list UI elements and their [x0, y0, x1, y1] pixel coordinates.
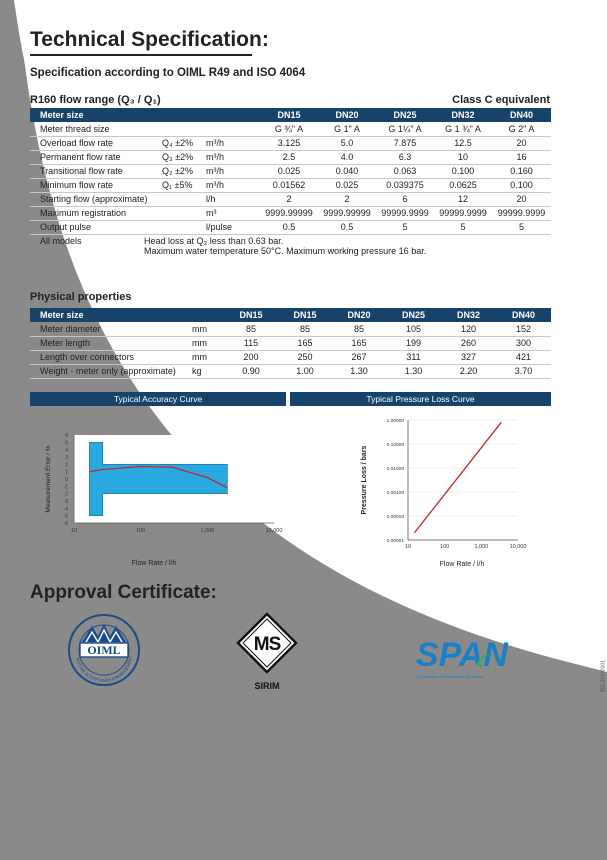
- row-value: 152: [496, 322, 551, 336]
- row-value: 12.5: [434, 136, 492, 150]
- row-label: Minimum flow rate: [30, 178, 160, 192]
- row-value: 250: [278, 350, 332, 364]
- row-unit: l/pulse: [204, 220, 260, 234]
- y-tick-label: -6: [63, 521, 68, 527]
- x-tick-label: 10,000: [265, 528, 283, 534]
- class-label: Class C equivalent: [452, 94, 550, 106]
- flow-table-row: [30, 164, 551, 178]
- row-label: Output pulse: [30, 220, 160, 234]
- row-value: 6: [376, 192, 434, 206]
- flow-table-row: [30, 150, 551, 164]
- y-tick-label: -2: [63, 491, 68, 498]
- col-meter-size: Meter size: [40, 310, 84, 320]
- row-unit: kg: [190, 364, 224, 378]
- y-tick-label: 0.01000: [386, 467, 404, 472]
- y-tick-label: 0.00001: [386, 539, 404, 544]
- row-unit: m³: [204, 206, 260, 220]
- col-dn20: DN20: [335, 110, 359, 120]
- y-axis-label: Pressure Loss / bars: [361, 445, 368, 515]
- span-tagline: Suruhanjaya Perkhidmatan Air Negara: [416, 674, 485, 679]
- col-dn25: DN25: [401, 310, 425, 320]
- row-value: G 1 ¾" A: [434, 122, 492, 136]
- row-tolerance: Q₃ ±2%: [160, 150, 204, 164]
- row-value: 267: [332, 350, 386, 364]
- row-value: 7.875: [376, 136, 434, 150]
- row-value: 199: [386, 336, 441, 350]
- col-dn32: DN32: [451, 110, 475, 120]
- row-value: 99999.9999: [434, 206, 492, 220]
- physical-table-row: [30, 350, 551, 364]
- flow-table-row: [30, 220, 551, 234]
- row-tolerance: Q₂ ±2%: [160, 164, 204, 178]
- row-value: 6.3: [376, 150, 434, 164]
- row-unit: mm: [190, 336, 224, 350]
- row-value: 0.100: [434, 164, 492, 178]
- row-value: G 2" A: [492, 122, 551, 136]
- physical-table: [30, 308, 551, 379]
- row-unit: mm: [190, 322, 224, 336]
- span-logo: [414, 630, 539, 682]
- col-dn20: DN20: [347, 310, 371, 320]
- row-value: 105: [386, 322, 441, 336]
- title-underline: [30, 54, 252, 56]
- col-dn15-a: DN15: [239, 310, 263, 320]
- row-unit: m³/h: [204, 136, 260, 150]
- row-unit: l/h: [204, 192, 260, 206]
- col-dn32: DN32: [456, 310, 480, 320]
- row-value: 1.00: [278, 364, 332, 378]
- col-dn15: DN15: [277, 110, 301, 120]
- row-value: 9999.99999: [318, 206, 376, 220]
- row-value: 5: [376, 220, 434, 234]
- row-value: 327: [441, 350, 496, 364]
- row-value: 1.30: [332, 364, 386, 378]
- row-label: Transitional flow rate: [30, 164, 160, 178]
- y-tick-label: -4: [63, 506, 68, 513]
- physical-table-row: [30, 364, 551, 378]
- row-value: 16: [492, 150, 551, 164]
- physical-heading: Physical properties: [30, 291, 132, 303]
- row-value: 115: [224, 336, 278, 350]
- row-value: 2: [318, 192, 376, 206]
- span-logo-text: SPAN: [416, 636, 508, 674]
- y-tick-label: 5: [65, 440, 68, 447]
- row-value: 99999.9999: [492, 206, 551, 220]
- col-dn25: DN25: [393, 110, 417, 120]
- row-value: 421: [496, 350, 551, 364]
- row-value: 120: [441, 322, 496, 336]
- y-tick-label: 2: [65, 462, 68, 469]
- row-value: 0.5: [318, 220, 376, 234]
- row-value: 311: [386, 350, 441, 364]
- row-label: Permanent flow rate: [30, 150, 160, 164]
- row-value: G 1" A: [318, 122, 376, 136]
- row-value: 0.063: [376, 164, 434, 178]
- row-unit: m³/h: [204, 178, 260, 192]
- row-value: 0.160: [492, 164, 551, 178]
- flow-range-heading: R160 flow range (Q₃ / Q₁): [30, 94, 161, 106]
- flow-table-row: [30, 206, 551, 220]
- y-tick-label: 3: [65, 455, 68, 461]
- row-label: Starting flow (approximate): [30, 192, 160, 206]
- row-unit: mm: [190, 350, 224, 364]
- y-tick-label: 0.10000: [386, 443, 404, 448]
- all-models-row: [30, 234, 551, 256]
- row-value: 165: [278, 336, 332, 350]
- physical-table-row: [30, 322, 551, 336]
- row-value: 85: [278, 322, 332, 336]
- row-value: 20: [492, 192, 551, 206]
- page-title: Technical Specification:: [30, 28, 269, 51]
- oiml-ring-text: MUTUAL ACCEPTANCE ARRANGEMENT: [75, 655, 133, 684]
- approval-heading: Approval Certificate:: [30, 582, 217, 603]
- row-value: 0.039375: [376, 178, 434, 192]
- row-tolerance: Q₁ ±5%: [160, 178, 204, 192]
- x-axis-label: Flow Rate / l/h: [439, 561, 485, 568]
- sirim-mark: MS: [253, 634, 281, 655]
- row-value: 0.5: [260, 220, 318, 234]
- row-label: Overload flow rate: [30, 136, 160, 150]
- row-value: 0.025: [260, 164, 318, 178]
- oiml-logo: [66, 612, 142, 688]
- row-tolerance: [160, 206, 204, 220]
- row-value: 165: [332, 336, 386, 350]
- row-value: 2.20: [441, 364, 496, 378]
- row-tolerance: [160, 220, 204, 234]
- x-tick-label: 100: [136, 528, 146, 534]
- row-value: 12: [434, 192, 492, 206]
- accuracy-chart-title: Typical Accuracy Curve: [30, 392, 286, 406]
- row-value: 2: [260, 192, 318, 206]
- row-value: 0.0625: [434, 178, 492, 192]
- flow-table-header: [30, 108, 551, 122]
- y-tick-label: 1: [65, 469, 68, 476]
- col-meter-size: Meter size: [40, 110, 84, 120]
- y-tick-label: -3: [63, 499, 68, 505]
- row-value: 0.01562: [260, 178, 318, 192]
- col-dn40: DN40: [511, 310, 535, 320]
- y-tick-label: 0: [65, 477, 68, 483]
- row-value: G 1¼" A: [376, 122, 434, 136]
- page-subtitle: Specification according to OIML R49 and ISO 4064: [30, 67, 306, 79]
- row-tolerance: [160, 122, 204, 136]
- row-label: Meter thread size: [30, 122, 160, 136]
- flow-table-row: [30, 192, 551, 206]
- y-tick-label: 0.00100: [386, 491, 404, 496]
- row-value: 1.30: [386, 364, 441, 378]
- sirim-logo: [234, 612, 300, 692]
- sirim-text: SIRIM: [254, 681, 280, 691]
- row-value: 85: [332, 322, 386, 336]
- row-value: 0.90: [224, 364, 278, 378]
- row-value: 200: [224, 350, 278, 364]
- row-value: 260: [441, 336, 496, 350]
- flow-spec-table: [30, 108, 551, 256]
- col-dn40: DN40: [509, 110, 533, 120]
- row-value: 4.0: [318, 150, 376, 164]
- row-label: Length over connectors: [30, 350, 190, 364]
- row-value: 9999.99999: [260, 206, 318, 220]
- row-unit: [204, 122, 260, 136]
- y-tick-label: -5: [63, 513, 68, 520]
- row-unit: m³/h: [204, 150, 260, 164]
- row-value: 2.5: [260, 150, 318, 164]
- x-tick-label: 10,000: [509, 544, 527, 550]
- physical-table-header: [30, 308, 551, 322]
- row-value: 10: [434, 150, 492, 164]
- all-models-label: All models: [40, 235, 82, 246]
- row-value: 3.125: [260, 136, 318, 150]
- pressure-chart-title: Typical Pressure Loss Curve: [290, 392, 551, 406]
- row-value: 300: [496, 336, 551, 350]
- flow-table-row: [30, 178, 551, 192]
- x-tick-label: 1,000: [474, 544, 489, 550]
- row-value: 20: [492, 136, 551, 150]
- row-tolerance: [160, 192, 204, 206]
- x-tick-label: 1,000: [200, 528, 215, 534]
- row-value: 0.100: [492, 178, 551, 192]
- row-value: 5: [434, 220, 492, 234]
- note-line: Maximum water temperature 50°C. Maximum working pressure 16 bar.: [144, 245, 427, 256]
- row-value: 85: [224, 322, 278, 336]
- y-tick-label: 6: [65, 433, 68, 439]
- side-code: IDC-20190101: [601, 660, 607, 693]
- accuracy-chart: [30, 415, 286, 570]
- x-tick-label: 10: [70, 528, 78, 534]
- row-value: 5: [492, 220, 551, 234]
- row-unit: m³/h: [204, 164, 260, 178]
- note-line: Head loss at Q₃ less than 0.63 bar.: [144, 235, 284, 246]
- plot-area: [408, 420, 518, 540]
- x-tick-label: 100: [440, 544, 450, 550]
- physical-table-row: [30, 336, 551, 350]
- row-tolerance: Q₄ ±2%: [160, 136, 204, 150]
- oiml-logo-text: OIML: [87, 643, 121, 657]
- y-tick-label: 0.00010: [386, 515, 404, 520]
- row-value: 3.70: [496, 364, 551, 378]
- pressure-loss-chart: [350, 412, 550, 572]
- x-axis-label: Flow Rate / l/h: [131, 560, 177, 567]
- row-value: G ¾" A: [260, 122, 318, 136]
- flow-table-row: [30, 136, 551, 150]
- row-value: 99999.9999: [376, 206, 434, 220]
- y-tick-label: 1.00000: [386, 419, 404, 424]
- row-value: 0.040: [318, 164, 376, 178]
- row-label: Weight - meter only (approximate): [30, 364, 190, 378]
- row-label: Meter length: [30, 336, 190, 350]
- y-tick-label: 4: [65, 447, 68, 454]
- y-axis-label: Measurement Error / %: [45, 445, 52, 513]
- col-dn15-b: DN15: [293, 310, 317, 320]
- flow-table-row: [30, 122, 551, 136]
- row-label: Maximum registration: [30, 206, 160, 220]
- y-tick-label: -1: [63, 484, 68, 491]
- row-value: 0.025: [318, 178, 376, 192]
- row-label: Meter diameter: [30, 322, 190, 336]
- x-tick-label: 10: [404, 544, 412, 550]
- row-value: 5.0: [318, 136, 376, 150]
